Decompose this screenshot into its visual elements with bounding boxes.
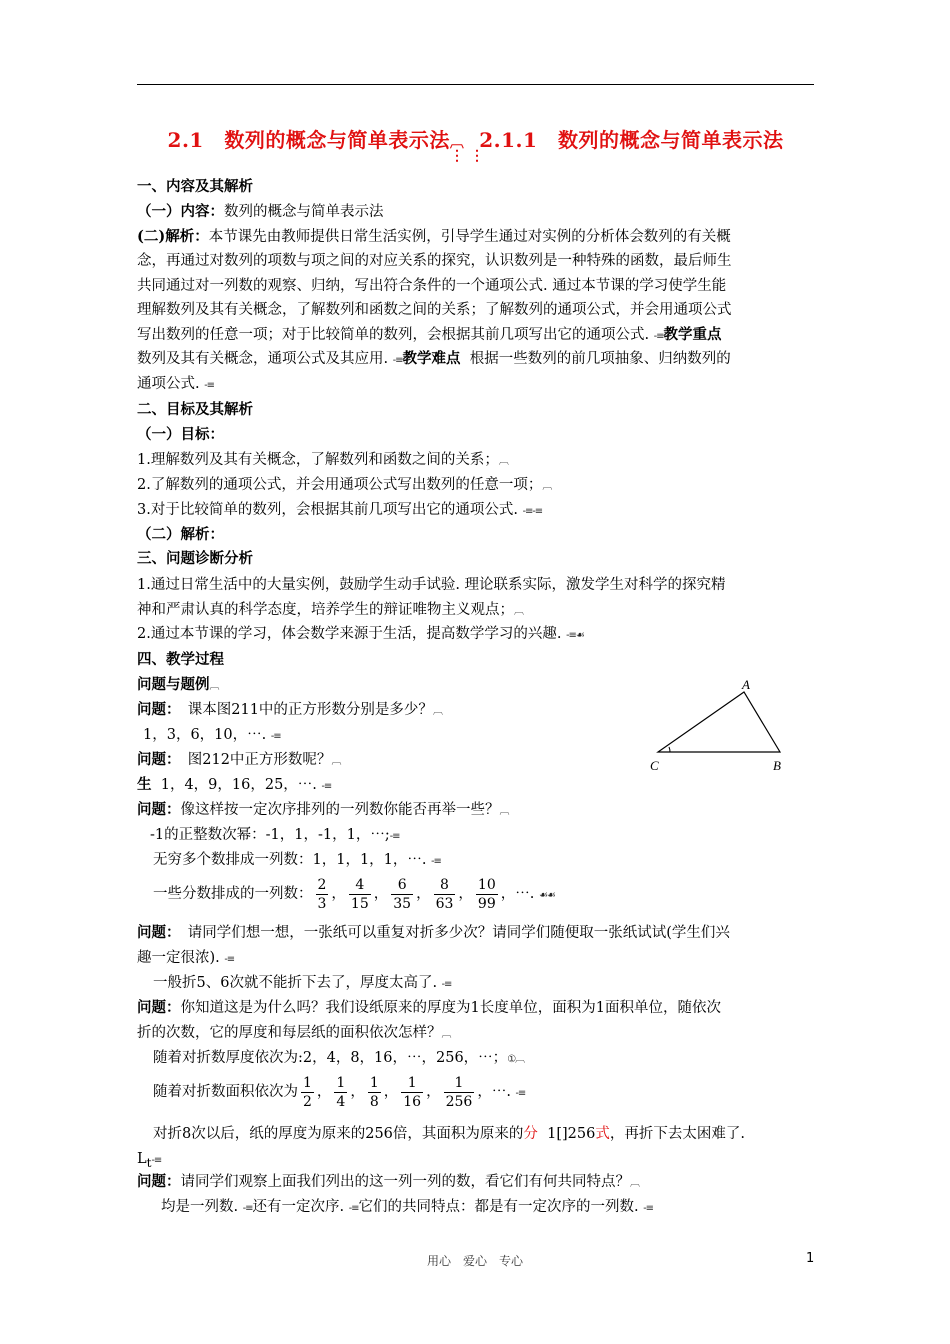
analysis-text-5: 写出数列的任意一项；对于比较简单的数列，会根据其前几项写出它的通项公式. [137,327,650,343]
fraction-numerator: 1 [369,1074,379,1091]
fraction-denominator: 63 [435,895,454,912]
example-2 [153,851,441,871]
fold-tail [137,1150,161,1172]
fraction-numerator: 1 [401,1074,423,1093]
question-5 [137,999,721,1017]
example-3-text: 一些分数排成的一列数： [153,886,313,902]
question-1-text: 课本图211中的正方形数分别是多少？ [173,702,433,718]
question-5-cont [137,1024,451,1044]
analysis-label: (二)解析： [137,228,209,245]
fraction-numerator: 6 [391,876,413,895]
fraction-numerator: 2 [317,876,327,893]
fraction [391,876,413,913]
title-sub: 2.1.1 数列的概念与简单表示法 [479,128,784,152]
fold-tail-l: L [137,1151,147,1167]
question-3 [137,801,509,821]
diff-label: 教学难点 [402,350,461,367]
key-line [137,350,731,370]
goal-1 [137,451,508,471]
question-label: 问题： [137,801,181,818]
fraction [368,1074,381,1111]
fraction [334,1074,347,1111]
fraction-sequence-2 [298,1074,477,1110]
question-label: 问题： [137,924,174,941]
page-number: 1 [806,1251,815,1266]
question-2 [137,751,340,771]
mark: -≡ [321,781,332,792]
question-label: 问题： [137,1173,181,1190]
mark: -≡ [348,1203,359,1214]
analysis-line-4: 理解数列及其有关概念，了解数列和函数之间的关系；了解数列的通项公式，并会用通项公式 [137,302,732,318]
diff-text-2: 通项公式. [137,376,200,392]
analysis-line-2: 念，再通过对数列的项数与项之间的对应关系的探究，认识数列是一种特殊的函数，最后师生 [137,253,732,269]
mark: ☙☙ [538,890,555,901]
diag-line-3 [137,625,584,645]
footer-text: 用心 爱心 专心 [426,1254,523,1268]
mark: -≡ [270,731,281,742]
answer-6 [161,1198,653,1218]
fold-mid: 1[]256 [547,1126,596,1142]
fraction [316,876,329,913]
question-6-text: 请同学们观察上面我们列出的这一列一列的数，看它们有何共同特点？ [180,1174,630,1190]
answer-2 [137,776,331,796]
question-5-text: 你知道这是为什么吗？我们设纸原来的厚度为1长度单位，面积为1面积单位，随依次 [180,1000,721,1016]
question-4-text: 请同学们想一想，一张纸可以重复对折多少次？请同学们随便取一张纸试试(学生们兴 [173,925,730,941]
fold-red-1: 分 [523,1126,538,1142]
key-text: 数列及其有关概念，通项公式及其应用. [137,351,389,367]
mark: ︹ [441,1029,451,1040]
vertex-c-label: C [650,758,659,773]
fraction [434,876,456,913]
problems-heading [137,676,219,696]
fraction-denominator: 16 [403,1093,422,1110]
mark: ︹ [630,1178,639,1189]
thickness-line [153,1049,524,1069]
section-2-heading: 二、目标及其解析 [137,401,253,418]
goal-2 [137,476,551,496]
title-main: 2.1 数列的概念与简单表示法 [167,128,450,152]
question-6 [137,1173,639,1193]
goal-3-text: 3.对于比较简单的数列，会根据其前几项写出它的通项公式. [137,502,518,518]
question-label: 问题： [137,999,181,1016]
fold-line [153,1125,745,1143]
section-3-heading: 三、问题诊断分析 [137,550,253,567]
mark: ︹ [542,481,552,492]
question-2-text: 图212中正方形数呢？ [173,752,332,768]
fraction [444,1074,475,1111]
mark: -≡ [643,1203,653,1214]
mark: ①︹ [507,1054,525,1065]
content-line [137,203,384,221]
mark: -≡ [392,355,403,366]
example-1-text: -1的正整数次幂：-1，1，-1，1，⋯; [150,827,390,843]
area-text: 随着对折数面积依次为 [153,1084,298,1100]
fraction-denominator: 3 [317,895,327,912]
comma: ， [331,886,346,902]
title-mark: ︹ [449,135,465,151]
answer-6a: 均是一列数. [161,1199,239,1215]
vertex-a-label: A [742,677,750,692]
mark: -≡ [204,380,214,391]
fraction [349,876,371,913]
mark: ︹ [514,606,523,617]
question-label: 问题： [137,751,174,768]
diag-line-1: 1.通过日常生活中的大量实例，鼓励学生动手试验. 理论联系实际，激发学生对科学的探究精 [137,577,726,593]
fraction-denominator: 8 [369,1093,379,1110]
answer-6c: 它们的共同特点：都是有一定次序的一列数. [358,1199,639,1215]
fraction-numerator: 4 [349,876,371,895]
comma: ， [458,886,473,902]
question-4 [137,924,730,942]
fraction-denominator: 2 [303,1093,312,1110]
title-dots: ⋮⋮ [450,148,490,164]
fraction-denominator: 256 [445,1093,473,1110]
key-label: 教学重点 [663,326,722,343]
question-4-cont [137,949,234,969]
thickness-text: 随着对折数厚度依次为:2，4，8，16，⋯，256，⋯； [153,1050,508,1066]
diff-text: 根据一些数列的前几项抽象、归纳数列的 [469,351,731,367]
comma: ， [426,1084,441,1100]
question-5-text-2: 折的次数，它的厚度和每层纸的面积依次怎样？ [137,1025,442,1041]
mark: ︹ [209,681,219,692]
fold-tail-t: t [146,1155,152,1170]
answer-4-text: 一般折5、6次就不能折下去了，厚度太高了. [153,975,438,991]
fraction-denominator: 4 [336,1093,346,1110]
fold-text-end: ，再折下去太困难了. [609,1126,745,1142]
question-3-text: 像这样按一定次序排列的一列数你能否再举一些？ [180,802,500,818]
fraction-denominator: 35 [393,895,412,912]
vertex-b-label: B [773,758,781,773]
fraction-numerator: 1 [444,1074,475,1093]
question-4-text-2: 趣一定很浓). [137,950,220,966]
angle-arc [669,747,670,752]
fraction-numerator: 1 [303,1074,312,1091]
content-label: （一）内容： [137,203,224,220]
analysis-line-1 [137,228,731,246]
answer-6b: 还有一定次序. [252,1199,345,1215]
comma: ， [373,886,389,902]
fraction-denominator: 99 [477,895,496,912]
student-label: 生 [137,776,152,793]
analysis-line-5 [137,326,721,346]
comma: ， [316,1084,332,1100]
mark: -≡☙ [566,630,584,641]
section-4-heading: 四、教学过程 [137,651,224,668]
diag-text-3: 2.通过本节课的学习，体会数学来源于生活，提高数学学习的兴趣. [137,626,562,642]
answer-2-text: 1，4，9，16，25，⋯. [160,777,317,793]
fraction [476,876,498,913]
answer-4 [153,974,451,994]
mark: -≡ [653,331,664,342]
area-line [153,1072,525,1114]
example-2-text: 无穷多个数排成一列数：1，1，1，1，⋯. [153,852,427,868]
diff-line-2 [137,375,214,395]
fraction-numerator: 1 [336,1074,346,1091]
comma: ， [383,1084,399,1100]
goal-analysis-label: （二）解析： [137,526,224,543]
comma: ， [350,1084,365,1100]
fraction-denominator: 15 [350,895,369,912]
diag-text-2: 神和严肃认真的科学态度，培养学生的辩证唯物主义观点； [137,602,514,618]
example-3 [153,874,555,916]
mark: ︹ [499,806,509,817]
triangle-figure [640,675,790,775]
goal-3 [137,501,542,521]
comma: ， [416,886,431,902]
fraction-sequence-1 [313,876,501,912]
triangle-shape [658,692,780,752]
content-text: 数列的概念与简单表示法 [224,204,384,220]
diag-line-2 [137,601,523,621]
fold-text: 对折8次以后，纸的厚度为原来的256倍，其面积为原来的 [153,1126,524,1142]
answer-1 [143,726,281,746]
question-label: 问题： [137,701,174,718]
problems-label: 问题与题例 [137,676,210,693]
section-1-heading: 一、内容及其解析 [137,178,253,195]
mark: -≡ [151,1155,162,1166]
mark: -≡-≡ [522,506,543,517]
answer-1-text: 1，3，6，10，⋯. [143,727,267,743]
example-3-end: ，⋯. [500,886,535,902]
mark: -≡ [431,856,441,867]
mark: -≡ [224,954,235,965]
analysis-text-1: 本节课先由教师提供日常生活实例，引导学生通过对实例的分析体会数列的有关概 [208,229,731,245]
question-1 [137,701,442,721]
goal-2-text: 2.了解数列的通项公式，并会用通项公式写出数列的任意一项； [137,477,543,493]
mark: -≡ [515,1088,526,1099]
mark: -≡ [389,831,400,842]
header-rule [137,84,814,85]
fraction-numerator: 10 [477,876,496,893]
area-end: ，⋯. [477,1084,511,1100]
mark: ︹ [498,456,508,467]
example-1 [150,826,399,846]
mark: -≡ [242,1203,253,1214]
goal-label: （一）目标： [137,426,224,443]
fraction [301,1074,314,1111]
mark: -≡ [441,979,452,990]
fraction-numerator: 8 [434,876,456,895]
analysis-line-3: 共同通过对一列数的观察、归纳，写出符合条件的一个通项公式. 通过本节课的学习使学生能 [137,278,727,294]
mark: ︹ [331,756,341,767]
mark: ︹ [432,706,442,717]
goal-1-text: 1.理解数列及其有关概念，了解数列和函数之间的关系； [137,452,499,468]
fraction [401,1074,423,1111]
fold-red-2: 式 [595,1126,610,1142]
